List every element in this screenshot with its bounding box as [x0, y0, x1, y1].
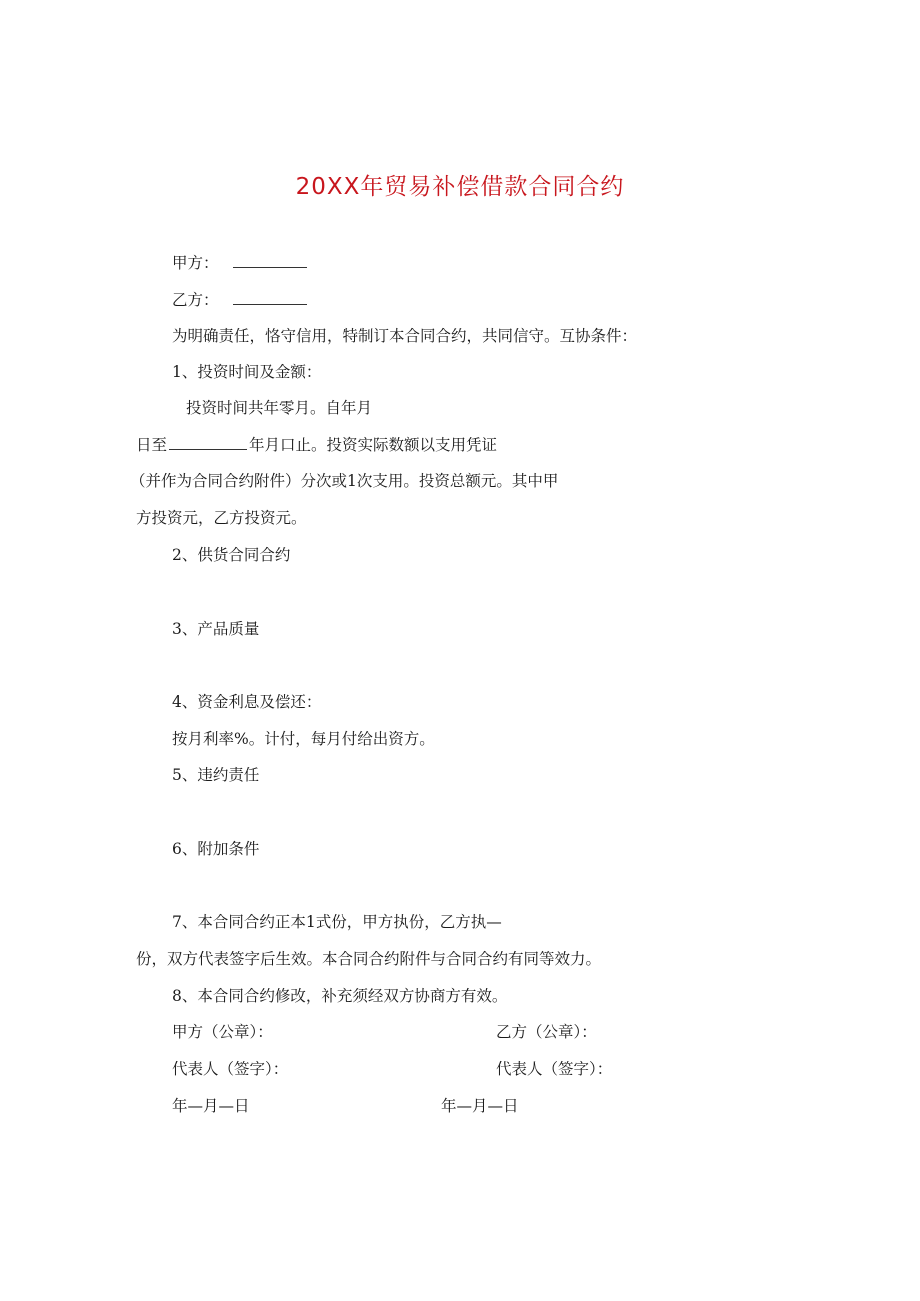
document-title: 20XX年贸易补偿借款合同合约 [295, 174, 625, 200]
clause-2-heading: 2、供货合同合约 [172, 546, 291, 564]
party-a-rep-label: 代表人（签字）： [172, 1060, 289, 1078]
party-a-line [172, 252, 307, 274]
clause-1-line-3: （并作为合同合约附件）分次或1次支用。投资总额元。其中甲 [130, 472, 559, 490]
clause-1-line-2 [136, 434, 497, 456]
party-b-seal-label: 乙方（公章）： [496, 1023, 597, 1041]
clause-7-line-1: 7、本合同合约正本1式份，甲方执份，乙方执— [172, 913, 502, 931]
party-b-label: 乙方： [172, 291, 219, 309]
intro-paragraph: 为明确责任，恪守信用，特制订本合同合约，共同信守。互协条件： [172, 327, 638, 345]
party-b-blank[interactable] [233, 289, 307, 305]
clause-3-heading: 3、产品质量 [172, 620, 260, 638]
clause-1-line-2-prefix: 日至 [136, 436, 168, 454]
clause-1-line-2-suffix: 年月口止。投资实际数额以支用凭证 [249, 436, 498, 454]
party-a-seal-label: 甲方（公章）： [172, 1023, 273, 1041]
clause-4-heading: 4、资金利息及偿还： [172, 693, 322, 711]
clause-1-line-4: 方投资元，乙方投资元。 [136, 509, 307, 527]
clause-6-heading: 6、附加条件 [172, 840, 260, 858]
party-b-line [172, 289, 307, 311]
clause-1-line-1: 投资时间共年零月。自年月 [186, 399, 373, 417]
clause-5-heading: 5、违约责任 [172, 766, 260, 784]
clause-4-body: 按月利率%。计付，每月付给出资方。 [172, 730, 435, 748]
party-a-date: 年—月—日 [172, 1097, 250, 1115]
party-a-blank[interactable] [233, 252, 307, 268]
party-b-rep-label: 代表人（签字）： [496, 1060, 613, 1078]
date-blank[interactable] [169, 434, 247, 450]
clause-7-line-2: 份，双方代表签字后生效。本合同合约附件与合同合约有同等效力。 [136, 950, 602, 968]
party-b-date: 年—月—日 [441, 1097, 519, 1115]
clause-1-heading: 1、投资时间及金额： [172, 363, 322, 381]
clause-8-text: 8、本合同合约修改，补充须经双方协商方有效。 [172, 987, 508, 1005]
party-a-label: 甲方： [172, 254, 219, 272]
